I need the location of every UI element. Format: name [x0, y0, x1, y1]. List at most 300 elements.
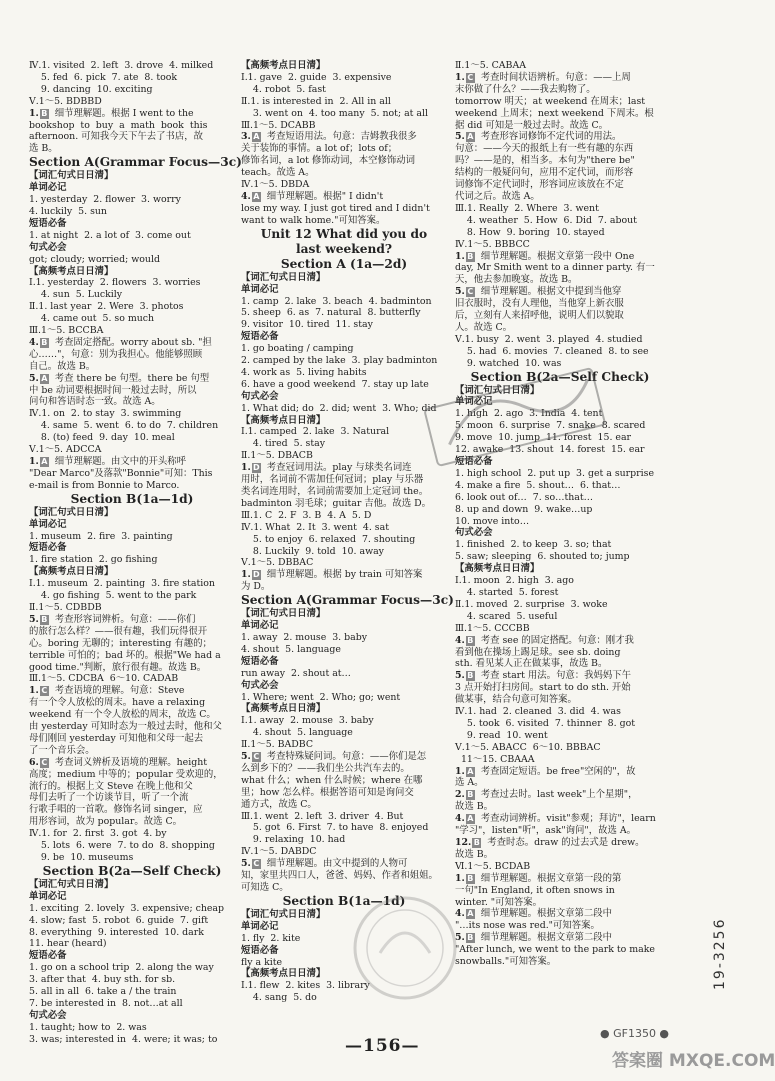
- answer-line: 6. have a good weekend 7. stay up late: [241, 378, 429, 390]
- answer-explanation: [455, 932, 665, 944]
- answer-line: Ⅱ.1. is interested in 2. All in all: [241, 95, 391, 107]
- answer-line: 1. exciting 2. lovely 3. expensive; cheap: [29, 902, 225, 914]
- answer-line: 8. How 9. boring 10. stayed: [455, 226, 605, 238]
- explanation-text: 考查特殊疑问词。句意：——你们是怎: [260, 751, 427, 763]
- answer-line: 10. move into…: [455, 515, 530, 527]
- answer-key-badge: A: [467, 132, 474, 142]
- subsection-label: 短语必备: [29, 542, 67, 554]
- answer-line: Ⅱ.1. last year 2. Were 3. photos: [29, 301, 184, 313]
- answer-key-badge: B: [467, 873, 474, 883]
- answer-line: 母们刚回 yesterday 可知他和父母一起去: [29, 732, 204, 744]
- answer-line: 4. weather 5. How 6. Did 7. about: [455, 214, 637, 226]
- answer-line: 可知选 C。: [241, 882, 289, 893]
- answer-line: 里；how 怎么样。根据答语可知是询问交: [241, 786, 414, 798]
- answer-line: 做某事，结合句意可知答案。: [455, 694, 577, 706]
- answer-line: Ⅰ.1. gave 2. guide 3. expensive: [241, 71, 392, 83]
- answer-line: e-mail is from Bonnie to Marco.: [29, 479, 180, 491]
- subsection-label: 【高频考点日日清】: [241, 968, 326, 980]
- answer-line: Ⅲ.1. went 2. left 3. driver 4. But: [241, 810, 404, 822]
- answer-line: Ⅳ.1. for 2. first 3. got 4. by: [29, 828, 167, 840]
- answer-explanation: [455, 72, 665, 84]
- answer-line: 2. camped by the lake 3. play badminton: [241, 355, 438, 367]
- answer-key-badge: B: [467, 671, 474, 681]
- answer-explanation: [455, 813, 665, 825]
- answer-line: 5. moon 6. surprise 7. snake 8. scared: [455, 420, 646, 432]
- answer-line: 12. awake 13. shout 14. forest 15. ear: [455, 444, 645, 456]
- answer-line: 由 yesterday 可知时态为一般过去时，他和父: [29, 721, 222, 733]
- answer-line: 3. after that 4. buy sth. for sb.: [29, 974, 176, 986]
- answer-key-badge: B: [467, 790, 474, 800]
- section-heading: last weekend?: [296, 241, 392, 256]
- answer-line: Ⅰ.1. flew 2. kites 3. library: [241, 980, 370, 992]
- subsection-label: 短语必备: [29, 950, 67, 962]
- subsection-label: 【词汇句式日日清】: [241, 908, 326, 920]
- answer-line: Ⅰ.1. moon 2. high 3. ago: [455, 575, 574, 587]
- answer-line: 4. came out 5. so much: [29, 313, 155, 325]
- answer-line: Ⅴ.1～5. BDBBD: [29, 95, 102, 107]
- answer-key-badge: D: [252, 463, 260, 473]
- answer-key-badge: A: [467, 909, 474, 919]
- subsection-label: 【词汇句式日日清】: [29, 506, 114, 518]
- answer-line: 3. went on 4. too many 5. not; at all: [241, 107, 429, 119]
- answer-line: 1. high 2. ago 3. India 4. tent: [455, 408, 603, 420]
- subsection-label: 【词汇句式日日清】: [29, 170, 114, 182]
- answer-line: 4. tired 5. stay: [241, 438, 325, 450]
- question-number: 3.: [241, 131, 251, 143]
- section-heading: Section A(Grammar Focus—3c): [29, 155, 242, 170]
- answer-line: 故选 B。: [455, 801, 493, 813]
- answer-line: afternoon. 可知我今天下午去了书店，故: [29, 131, 204, 143]
- answer-line: fly a kite: [241, 956, 283, 968]
- explanation-text: 考查动词辨析。visit"参观；拜访"，learn: [474, 813, 656, 825]
- answer-line: Ⅳ.1. on 2. to stay 3. swimming: [29, 408, 182, 420]
- question-number: 1.: [455, 71, 465, 83]
- answer-line: 5. had 6. movies 7. cleaned 8. to see: [455, 345, 649, 357]
- explanation-text: 细节理解题。根据文章第一段的第: [474, 872, 622, 884]
- answer-line: sth. 看见某人正在做某事，故选 B。: [455, 658, 608, 670]
- answer-line: Ⅰ.1. away 2. mouse 3. baby: [241, 715, 374, 727]
- question-number: 1.: [241, 462, 251, 474]
- answer-explanation: [455, 286, 665, 298]
- explanation-text: 考查 see 的固定搭配。句意：刚才我: [474, 634, 634, 646]
- question-number: 1.: [29, 685, 39, 697]
- answer-explanation: [29, 108, 235, 120]
- subsection-label: 【高频考点日日清】: [29, 566, 114, 578]
- answer-line: 1. fire station 2. go fishing: [29, 554, 158, 566]
- answer-explanation: [455, 670, 665, 682]
- subsection-label: 单词必记: [241, 283, 279, 295]
- answer-line: Ⅲ.1～5. DCABB: [241, 119, 316, 131]
- explanation-text: 考查形容词辨析。句意：——你们: [48, 613, 196, 625]
- answer-explanation: [455, 766, 665, 778]
- explanation-text: 考查固定短语。be free"空闲的"，故: [474, 765, 636, 777]
- answer-line: Ⅲ.1. Really 2. Where 3. went: [455, 202, 599, 214]
- answer-explanation: [241, 191, 447, 203]
- answer-line: 1. taught; how to 2. was: [29, 1021, 147, 1033]
- subsection-label: 【高频考点日日清】: [455, 563, 540, 575]
- answer-key-badge: B: [41, 614, 48, 624]
- answer-key-badge: A: [467, 766, 474, 776]
- subsection-label: 单词必记: [241, 620, 279, 632]
- answer-line: Ⅴ.1～5. ADCCA: [29, 444, 102, 456]
- answer-key-badge: B: [473, 838, 480, 847]
- answer-key-badge: A: [41, 373, 48, 383]
- subsection-label: 短语必备: [241, 331, 279, 343]
- answer-line: 有一个令人放松的周末。have a relaxing: [29, 697, 206, 709]
- answer-line: 8. up and down 9. wake…up: [455, 503, 593, 515]
- answer-key-badge: B: [41, 108, 48, 118]
- subsection-label: 句式必会: [29, 1009, 67, 1021]
- section-heading: Section B(1a—1d): [282, 893, 406, 908]
- answer-line: 1. museum 2. fire 3. painting: [29, 530, 173, 542]
- answer-explanation: [29, 757, 235, 769]
- subsection-label: 句式必会: [29, 241, 67, 253]
- question-number: 5.: [29, 613, 39, 625]
- answer-line: teach。故选 A。: [241, 167, 315, 179]
- answer-explanation: [455, 837, 665, 849]
- subsection-label: 单词必记: [29, 518, 67, 530]
- answer-line: 4. sang 5. do: [241, 992, 317, 1004]
- answer-line: 心……"，句意：别为我担心。他能够照顾: [29, 348, 203, 360]
- subsection-label: 【高频考点日日清】: [241, 60, 326, 71]
- answer-explanation: [29, 614, 235, 626]
- question-number: 5.: [29, 372, 39, 384]
- answer-column-3: [455, 60, 665, 968]
- explanation-text: 考查过去时。last week"上个星期"，: [474, 789, 638, 801]
- answer-line: Ⅰ.1. museum 2. painting 3. fire station: [29, 578, 215, 590]
- explanation-text: 细节理解题。根据文章第二段中: [474, 908, 613, 920]
- answer-line: 旧衣服时，没有人理他，当他穿上新衣服: [455, 298, 624, 310]
- answer-line: "学习"，listen"听"，ask"询问"，故选 A。: [455, 825, 636, 837]
- answer-line: 6. look out of… 7. so…that…: [455, 491, 594, 503]
- side-code: 19-3256: [712, 917, 728, 990]
- answer-line: 4. slow; fast 5. robot 6. guide 7. gift: [29, 914, 209, 926]
- question-number: 2.: [455, 789, 465, 801]
- answer-explanation: [455, 908, 665, 920]
- answer-line: 行歌手唱的一首歌。修饰名词 singer，应: [29, 804, 203, 816]
- seal-watermark: [350, 893, 460, 1003]
- answer-explanation: [29, 373, 235, 385]
- answer-line: Ⅴ.1～5. ABACC 6～10. BBBAC: [455, 741, 601, 753]
- explanation-text: 细节理解题。根据 by train 可知答案: [260, 569, 423, 581]
- answer-explanation: [241, 462, 447, 474]
- answer-line: Ⅰ.1. camped 2. lake 3. Natural: [241, 426, 390, 438]
- subsection-label: 句式必会: [241, 390, 279, 402]
- answer-line: Ⅱ.1～5. BADBC: [241, 739, 314, 751]
- answer-explanation: [455, 789, 665, 801]
- answer-line: 1. go boating / camping: [241, 343, 354, 355]
- subsection-label: 单词必记: [29, 182, 67, 194]
- answer-line: Ⅵ.1～5. BCDAB: [455, 860, 531, 872]
- answer-key-badge: C: [253, 752, 260, 762]
- question-number: 1.: [455, 872, 465, 884]
- answer-line: 4. make a fire 5. shout… 6. that…: [455, 479, 621, 491]
- explanation-text: 考查 start 用法。句意：我妈妈下午: [474, 670, 632, 682]
- answer-key-badge: B: [467, 251, 474, 261]
- answer-line: 3. was; interested in 4. were; it was; to: [29, 1033, 218, 1045]
- answer-line: 9. dancing 10. exciting: [29, 83, 153, 95]
- explanation-text: 考查冠词用法。play 与球类名词连: [260, 462, 412, 474]
- section-heading: Section B(2a—Self Check): [470, 369, 650, 384]
- question-number: 5.: [241, 858, 251, 870]
- answer-line: 流行的。根据上文 Steve 在晚上他和父: [29, 780, 193, 792]
- answer-line: 4. sun 5. Luckily: [29, 289, 123, 301]
- answer-line: 5. fed 6. pick 7. ate 8. took: [29, 71, 178, 83]
- answer-line: want to walk home."可知答案。: [241, 214, 386, 226]
- answer-explanation: [455, 251, 665, 263]
- question-number: 4.: [29, 336, 39, 348]
- explanation-text: 考查固定搭配。worry about sb. "担: [48, 336, 212, 348]
- answer-line: 1. go on a school trip 2. along the way: [29, 962, 214, 974]
- subsection-label: 句式必会: [455, 527, 493, 539]
- answer-line: 4. luckily 5. sun: [29, 205, 107, 217]
- answer-line: 1. camp 2. lake 3. beach 4. badminton: [241, 295, 432, 307]
- question-number: 5.: [455, 932, 465, 944]
- answer-line: Ⅴ.1～5. DBBAC: [241, 557, 314, 569]
- answer-line: Ⅳ.1. visited 2. left 3. drove 4. milked: [29, 60, 214, 71]
- answer-key-badge: A: [253, 132, 260, 142]
- answer-line: 1. fly 2. kite: [241, 932, 301, 944]
- answer-explanation: [29, 456, 235, 468]
- answer-line: Ⅱ.1～5. CABAA: [455, 60, 526, 71]
- answer-line: Ⅲ.1～5. CCCBB: [455, 622, 530, 634]
- answer-line: Ⅳ.1. had 2. cleaned 3. did 4. was: [455, 706, 621, 718]
- question-number: 5.: [455, 286, 465, 298]
- answer-line: good time."判断，旅行很有趣。故选 B。: [29, 661, 207, 673]
- answer-line: 心。boring 无聊的；interesting 有趣的；: [29, 637, 212, 649]
- answer-explanation: [455, 635, 665, 647]
- question-number: 5.: [455, 131, 465, 143]
- answer-line: 选 B。: [29, 143, 58, 155]
- answer-line: 4. shout 5. language: [241, 643, 341, 655]
- subsection-label: 【高频考点日日清】: [241, 414, 326, 426]
- answer-explanation: [241, 131, 447, 143]
- answer-line: 类名词连用时，名词前需要加上定冠词 the。: [241, 486, 429, 497]
- book-code: ● GF1350 ●: [600, 1027, 670, 1040]
- question-number: 4.: [455, 908, 465, 920]
- answer-line: 吗？——是的，相当多。本句为"there be": [455, 155, 635, 167]
- answer-line: 9. move 10. jump 11. forest 15. ear: [455, 432, 632, 444]
- answer-line: Ⅳ.1～5. BBBCC: [455, 238, 530, 250]
- answer-line: lose my way. I just got tired and I didn't: [241, 202, 430, 214]
- answer-key-badge: C: [467, 72, 474, 82]
- answer-line: 1. high school 2. put up 3. get a surprise: [455, 467, 654, 479]
- answer-line: 母们去听了一个访谈节目，听了一个流: [29, 792, 189, 804]
- answer-line: 通方式，故选 C。: [241, 798, 317, 810]
- answer-line: 1. finished 2. to keep 3. so; that: [455, 539, 612, 551]
- answer-line: Ⅱ.1～5. CDBDB: [29, 601, 102, 613]
- answer-explanation: [241, 569, 447, 581]
- explanation-text: 细节理解题。由文中提到的人物可: [260, 858, 408, 870]
- explanation-text: 考查时间状语辨析。句意：——上周: [474, 71, 631, 83]
- answer-line: 问句和答语时态一致。故选 A。: [29, 396, 161, 408]
- answer-line: 么到乡下的？——我们坐公共汽车去的。: [241, 762, 410, 774]
- answer-line: 4. started 5. forest: [455, 586, 559, 598]
- answer-explanation: [241, 751, 447, 763]
- subsection-label: 【词汇句式日日清】: [455, 384, 540, 396]
- answer-line: 知，家里共四口人，爸爸、妈妈、作者和姐姐。: [241, 870, 438, 882]
- answer-line: Ⅰ.1. yesterday 2. flowers 3. worries: [29, 277, 201, 289]
- question-number: 5.: [241, 751, 251, 763]
- answer-line: "Dear Marco"及落款"Bonnie"可知：This: [29, 467, 213, 479]
- answer-line: 4. work as 5. living habits: [241, 366, 367, 378]
- answer-line: 4. shout 5. language: [241, 727, 353, 739]
- answer-line: 后，立刻有人来招呼他，说明人们以貌取: [455, 310, 624, 322]
- answer-key-badge: C: [41, 757, 48, 767]
- answer-line: 8. Luckily 9. told 10. away: [241, 545, 384, 557]
- answer-key-badge: C: [253, 859, 260, 869]
- question-number: 4.: [455, 813, 465, 825]
- answer-line: 的旅行怎么样？——很有趣，我们玩得很开: [29, 625, 208, 637]
- subsection-label: 【词汇句式日日清】: [241, 608, 326, 620]
- answer-line: 9. visitor 10. tired 11. stay: [241, 319, 373, 331]
- answer-line: 末你做了什么？——我去购物了。: [455, 83, 596, 95]
- answer-key-badge: D: [252, 570, 260, 580]
- explanation-text: 考查词义辨析及语境的理解。height: [48, 756, 208, 768]
- answer-line: 1. yesterday 2. flower 3. worry: [29, 194, 181, 206]
- answer-line: 为 D。: [241, 581, 271, 593]
- answer-line: Ⅲ.1～5. BCCBA: [29, 325, 104, 337]
- answer-line: 关于装饰的事情。a lot of；lots of；: [241, 143, 398, 155]
- page-number: —156—: [345, 1036, 420, 1056]
- answer-line: 5. took 6. visited 7. thinner 8. got: [455, 717, 635, 729]
- answer-line: 9. be 10. museums: [29, 852, 134, 863]
- answer-key-badge: A: [253, 191, 260, 201]
- answer-line: 了一个音乐会。: [29, 744, 95, 756]
- answer-line: 5. to enjoy 6. relaxed 7. shouting: [241, 533, 416, 545]
- answer-explanation: [29, 685, 235, 697]
- answer-line: terrible 可怕的；bad 坏的。根据"We had a: [29, 649, 221, 661]
- answer-line: 一句"In England, it often snows in: [455, 884, 615, 896]
- answer-line: 结构的一般疑问句，应用不定代词，而形容: [455, 167, 634, 179]
- answer-line: 代词之后。故选 A。: [455, 190, 540, 202]
- subsection-label: 【词汇句式日日清】: [241, 271, 326, 283]
- answer-line: "After lunch, we went to the park to make: [455, 944, 655, 956]
- answer-line: winter. "可知答案。: [455, 896, 542, 908]
- explanation-text: 细节理解题。由文中的开头称呼: [48, 456, 187, 467]
- explanation-text: 细节理解题。根据" I didn't: [260, 190, 384, 202]
- subsection-label: 单词必记: [29, 890, 67, 902]
- subsection-label: 句式必会: [241, 679, 279, 691]
- answer-line: 选 A。: [455, 777, 484, 789]
- answer-line: 中 be 动词要根据时间一般过去时，所以: [29, 384, 197, 396]
- explanation-text: 考查短语用法。句意：吉姆教我很多: [260, 131, 417, 143]
- answer-column-2: [241, 60, 454, 1004]
- subsection-label: 短语必备: [455, 456, 493, 467]
- answer-line: what 什么；when 什么时候；where 在哪: [241, 774, 423, 786]
- answer-line: 故选 B。: [455, 848, 493, 860]
- answer-key-badge: C: [467, 287, 474, 297]
- answer-line: snowballs."可知答案。: [455, 956, 557, 968]
- answer-line: 4. robot 5. fast: [241, 83, 326, 95]
- question-number: 6.: [29, 756, 39, 768]
- answer-key-badge: B: [467, 933, 474, 943]
- answer-key-badge: A: [41, 457, 48, 466]
- question-number: 4.: [241, 190, 251, 202]
- subsection-label: 【高频考点日日清】: [241, 703, 326, 715]
- answer-line: 8. everything 9. interested 10. dark: [29, 926, 204, 938]
- question-number: 5.: [455, 670, 465, 682]
- answer-key-badge: B: [41, 337, 48, 347]
- answer-line: 人。故选 C。: [455, 321, 513, 333]
- answer-line: 5. got 6. First 7. to have 8. enjoyed: [241, 822, 429, 834]
- answer-line: 高度；medium 中等的；popular 受欢迎的，: [29, 768, 223, 780]
- subsection-label: 【词汇句式日日清】: [29, 878, 114, 890]
- answer-line: Ⅳ.1. What 2. It 3. went 4. sat: [241, 521, 389, 533]
- answer-line: 5. lots 6. were 7. to do 8. shopping: [29, 840, 215, 852]
- explanation-text: 细节理解题。根据 I went to the: [48, 107, 194, 119]
- answer-line: tomorrow 明天；at weekend 在周末；last: [455, 95, 646, 107]
- subsection-label: 短语必备: [241, 655, 279, 667]
- answer-line: 修饰名词，a lot 修饰动词，本空修饰动词: [241, 155, 415, 167]
- answer-line: got; cloudy; worried; would: [29, 253, 160, 265]
- subsection-label: 短语必备: [241, 944, 279, 956]
- answer-line: 9. read 10. went: [455, 729, 548, 741]
- answer-line: 据 did 可知是一般过去时。故选 C。: [455, 119, 608, 131]
- answer-line: 4. scared 5. useful: [455, 610, 558, 622]
- subsection-label: 【高频考点日日清】: [29, 265, 114, 277]
- section-heading: Unit 12 What did you do: [260, 226, 428, 241]
- answer-line: 自己。故选 B。: [29, 360, 96, 372]
- answer-explanation: [455, 131, 665, 143]
- answer-line: 5. sheep 6. as 7. natural 8. butterfly: [241, 307, 421, 319]
- section-heading: Section A (1a—2d): [280, 256, 408, 271]
- answer-line: Ⅱ.1～5. DBACB: [241, 450, 313, 462]
- answer-key-badge: B: [467, 635, 474, 645]
- section-heading: Section B(2a—Self Check): [42, 863, 222, 878]
- answer-line: 9. relaxing 10. had: [241, 834, 346, 846]
- answer-explanation: [29, 337, 235, 349]
- subsection-label: 单词必记: [241, 920, 279, 932]
- question-number: 4.: [455, 634, 465, 646]
- subsection-label: 单词必记: [455, 396, 493, 408]
- answer-line: 1. away 2. mouse 3. baby: [241, 631, 368, 643]
- answer-line: 9. watched 10. was: [455, 357, 562, 369]
- answer-line: Ⅲ.1. C 2. F 3. B 4. A 5. D: [241, 509, 372, 521]
- answer-line: run away 2. shout at…: [241, 667, 351, 679]
- explanation-text: 考查形容词修饰不定代词的用法。: [474, 131, 622, 143]
- explanation-text: 细节理解题。根据文中提到当他穿: [474, 286, 622, 298]
- question-number: 1.: [29, 456, 39, 467]
- answer-line: Ⅱ.1. moved 2. surprise 3. woke: [455, 598, 608, 610]
- answer-line: "…its nose was red."可知答案。: [455, 920, 600, 932]
- answer-line: weekend 有一个令人放松的周末，故选 C。: [29, 709, 216, 721]
- answer-line: 11. hear (heard): [29, 938, 107, 950]
- section-heading: Section B(1a—1d): [70, 491, 194, 506]
- question-number: 1.: [455, 250, 465, 262]
- explanation-text: 细节理解题。根据文章第一段中 One: [474, 250, 635, 262]
- answer-line: badminton 羽毛球；guitar 吉他。故选 D。: [241, 497, 432, 509]
- answer-line: 1. Where; went 2. Who; go; went: [241, 691, 401, 703]
- subsection-label: 短语必备: [29, 217, 67, 229]
- answer-line: 3 点开始打扫房间。start to do sth. 开始: [455, 682, 631, 694]
- answer-line: 5. saw; sleeping 6. shouted to; jump: [455, 551, 630, 563]
- answer-explanation: [455, 873, 665, 885]
- explanation-text: 考查 there be 句型。there be 句型: [48, 372, 210, 384]
- question-number: 1.: [455, 765, 465, 777]
- section-heading: Section A(Grammar Focus—3c): [241, 593, 454, 608]
- answer-line: 4. same 5. went 6. to do 7. children: [29, 420, 219, 432]
- answer-line: Ⅳ.1～5. DABDC: [241, 846, 317, 858]
- answer-line: 看到他在操场上踢足球。see sb. doing: [455, 646, 621, 658]
- answer-line: day, Mr Smith went to a dinner party. 有一: [455, 262, 655, 274]
- answer-line: Ⅲ.1～5. CDCBA 6～10. CADAB: [29, 673, 179, 685]
- answer-key-badge: A: [467, 814, 474, 824]
- answer-key-badge: C: [41, 686, 48, 696]
- answer-line: 句意：——今天的报纸上有一些有趣的东西: [455, 143, 634, 155]
- answer-line: 1. What did; do 2. did; went 3. Who; did: [241, 402, 437, 414]
- answer-column-1: [29, 60, 242, 1046]
